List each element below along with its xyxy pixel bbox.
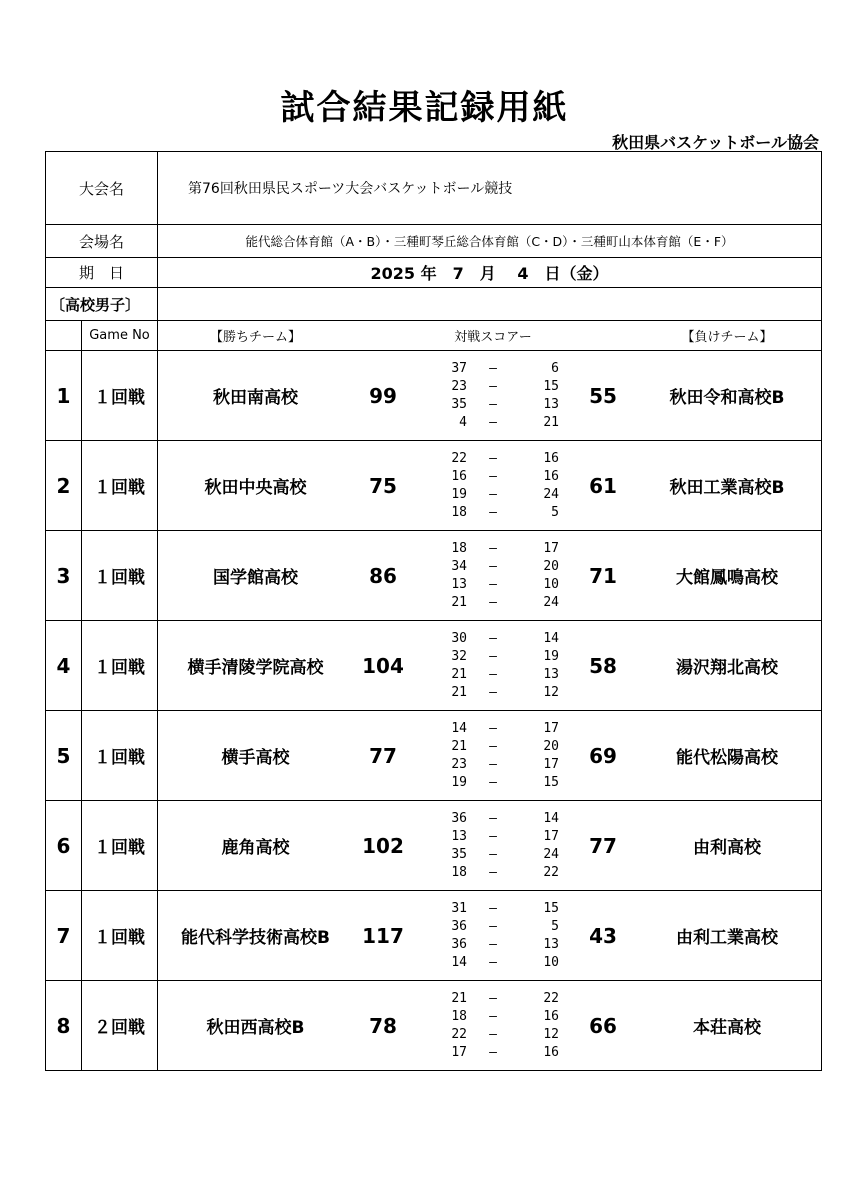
loser-score: 61 xyxy=(589,473,617,498)
game-round: １回戦 xyxy=(82,441,158,530)
game-no-header: Game No xyxy=(82,321,158,350)
game-round: １回戦 xyxy=(82,531,158,620)
period-score xyxy=(413,846,573,864)
game-number: 6 xyxy=(46,801,82,890)
period-dash: — xyxy=(489,937,497,952)
period-loser-points: 24 xyxy=(543,595,559,610)
period-score xyxy=(413,900,573,918)
period-winner-points: 32 xyxy=(451,649,467,664)
period-score xyxy=(413,990,573,1008)
period-score xyxy=(413,558,573,576)
period-winner-points: 37 xyxy=(451,361,467,376)
period-scores xyxy=(413,351,573,440)
loser-team: 湯沢翔北高校 xyxy=(676,658,778,678)
period-loser-points: 15 xyxy=(543,901,559,916)
period-score xyxy=(413,576,573,594)
period-loser-points: 17 xyxy=(543,757,559,772)
game-number: 3 xyxy=(46,531,82,620)
period-score xyxy=(413,414,573,432)
period-winner-points: 19 xyxy=(451,775,467,790)
period-winner-points: 36 xyxy=(451,919,467,934)
score-header: 対戦スコアー xyxy=(454,330,532,345)
loser-team: 大館鳳鳴高校 xyxy=(676,568,778,588)
period-score xyxy=(413,504,573,522)
period-scores xyxy=(413,441,573,530)
period-winner-points: 14 xyxy=(451,955,467,970)
period-dash: — xyxy=(489,487,497,502)
period-score xyxy=(413,954,573,972)
period-winner-points: 35 xyxy=(451,847,467,862)
period-loser-points: 16 xyxy=(543,1009,559,1024)
period-loser-points: 17 xyxy=(543,829,559,844)
result-sheet xyxy=(45,151,822,1071)
period-winner-points: 31 xyxy=(451,901,467,916)
date-row xyxy=(45,258,822,288)
period-winner-points: 18 xyxy=(451,865,467,880)
period-loser-points: 19 xyxy=(543,649,559,664)
period-dash: — xyxy=(489,847,497,862)
period-dash: — xyxy=(489,721,497,736)
section-row xyxy=(45,288,822,321)
period-dash: — xyxy=(489,667,497,682)
period-dash: — xyxy=(489,469,497,484)
game-row xyxy=(45,441,822,531)
period-winner-points: 19 xyxy=(451,487,467,502)
period-dash: — xyxy=(489,739,497,754)
period-score xyxy=(413,1008,573,1026)
period-score xyxy=(413,540,573,558)
period-dash: — xyxy=(489,649,497,664)
winner-score: 104 xyxy=(362,653,404,678)
game-number: 2 xyxy=(46,441,82,530)
period-dash: — xyxy=(489,415,497,430)
period-loser-points: 20 xyxy=(543,739,559,754)
period-loser-points: 17 xyxy=(543,541,559,556)
period-dash: — xyxy=(489,955,497,970)
period-winner-points: 21 xyxy=(451,667,467,682)
winner-score: 77 xyxy=(369,743,397,768)
period-dash: — xyxy=(489,1027,497,1042)
period-loser-points: 6 xyxy=(551,361,559,376)
period-winner-points: 14 xyxy=(451,721,467,736)
period-scores xyxy=(413,621,573,710)
period-winner-points: 16 xyxy=(451,469,467,484)
period-loser-points: 22 xyxy=(543,865,559,880)
loser-team: 由利工業高校 xyxy=(676,928,778,948)
game-round: ２回戦 xyxy=(82,981,158,1070)
period-dash: — xyxy=(489,577,497,592)
period-scores xyxy=(413,801,573,890)
period-winner-points: 13 xyxy=(451,829,467,844)
game-row xyxy=(45,531,822,621)
period-score xyxy=(413,486,573,504)
winner-header: 【勝ちチーム】 xyxy=(209,330,301,345)
period-loser-points: 15 xyxy=(543,775,559,790)
period-dash: — xyxy=(489,631,497,646)
loser-score: 58 xyxy=(589,653,617,678)
period-dash: — xyxy=(489,379,497,394)
period-score xyxy=(413,684,573,702)
game-row xyxy=(45,801,822,891)
page-title: 試合結果記録用紙 xyxy=(280,88,569,128)
game-round: １回戦 xyxy=(82,351,158,440)
period-dash: — xyxy=(489,397,497,412)
period-score xyxy=(413,738,573,756)
winner-score: 117 xyxy=(362,923,404,948)
winner-team: 秋田西高校B xyxy=(206,1018,305,1038)
date-value: 2025 年 7 月 4 日（金） xyxy=(370,264,609,283)
loser-score: 71 xyxy=(589,563,617,588)
winner-team: 国学館高校 xyxy=(213,568,298,588)
period-loser-points: 12 xyxy=(543,1027,559,1042)
period-dash: — xyxy=(489,1009,497,1024)
period-score xyxy=(413,774,573,792)
period-winner-points: 18 xyxy=(451,541,467,556)
period-dash: — xyxy=(489,865,497,880)
period-winner-points: 35 xyxy=(451,397,467,412)
game-round: １回戦 xyxy=(82,621,158,710)
date-label: 期 日 xyxy=(46,258,158,287)
venue-label: 会場名 xyxy=(46,225,158,257)
winner-team: 横手高校 xyxy=(221,748,290,768)
period-loser-points: 17 xyxy=(543,721,559,736)
meet-label: 大会名 xyxy=(46,152,158,224)
period-loser-points: 20 xyxy=(543,559,559,574)
period-score xyxy=(413,828,573,846)
loser-team: 秋田工業高校B xyxy=(669,478,785,498)
game-row xyxy=(45,981,822,1071)
period-winner-points: 4 xyxy=(459,415,467,430)
game-list xyxy=(45,351,822,1071)
period-score xyxy=(413,810,573,828)
game-row xyxy=(45,711,822,801)
period-scores xyxy=(413,981,573,1070)
period-dash: — xyxy=(489,505,497,520)
period-winner-points: 36 xyxy=(451,811,467,826)
period-winner-points: 21 xyxy=(451,739,467,754)
period-winner-points: 22 xyxy=(451,1027,467,1042)
organization-name: 秋田県バスケットボール協会 xyxy=(612,133,819,152)
game-row xyxy=(45,351,822,441)
game-number: 1 xyxy=(46,351,82,440)
winner-score: 102 xyxy=(362,833,404,858)
winner-score: 86 xyxy=(369,563,397,588)
period-score xyxy=(413,936,573,954)
game-number: 8 xyxy=(46,981,82,1070)
period-dash: — xyxy=(489,541,497,556)
winner-score: 78 xyxy=(369,1013,397,1038)
period-score xyxy=(413,450,573,468)
period-loser-points: 16 xyxy=(543,469,559,484)
period-score xyxy=(413,666,573,684)
period-score xyxy=(413,648,573,666)
meet-row xyxy=(45,151,822,225)
winner-team: 横手清陵学院高校 xyxy=(187,658,324,678)
period-loser-points: 12 xyxy=(543,685,559,700)
period-winner-points: 21 xyxy=(451,595,467,610)
period-winner-points: 21 xyxy=(451,991,467,1006)
game-row xyxy=(45,891,822,981)
period-score xyxy=(413,396,573,414)
period-loser-points: 5 xyxy=(551,505,559,520)
period-dash: — xyxy=(489,595,497,610)
period-scores xyxy=(413,891,573,980)
winner-team: 秋田南高校 xyxy=(213,388,298,408)
period-dash: — xyxy=(489,991,497,1006)
period-winner-points: 18 xyxy=(451,505,467,520)
period-dash: — xyxy=(489,757,497,772)
period-winner-points: 23 xyxy=(451,379,467,394)
period-loser-points: 13 xyxy=(543,937,559,952)
period-winner-points: 23 xyxy=(451,757,467,772)
period-winner-points: 36 xyxy=(451,937,467,952)
loser-score: 66 xyxy=(589,1013,617,1038)
period-dash: — xyxy=(489,901,497,916)
loser-score: 55 xyxy=(589,383,617,408)
period-loser-points: 10 xyxy=(543,577,559,592)
period-winner-points: 30 xyxy=(451,631,467,646)
period-dash: — xyxy=(489,811,497,826)
period-dash: — xyxy=(489,685,497,700)
period-score xyxy=(413,378,573,396)
period-score xyxy=(413,360,573,378)
game-round: １回戦 xyxy=(82,711,158,800)
game-number: 5 xyxy=(46,711,82,800)
period-dash: — xyxy=(489,1045,497,1060)
period-winner-points: 13 xyxy=(451,577,467,592)
period-loser-points: 24 xyxy=(543,847,559,862)
period-loser-points: 15 xyxy=(543,379,559,394)
period-winner-points: 22 xyxy=(451,451,467,466)
period-scores xyxy=(413,711,573,800)
period-loser-points: 24 xyxy=(543,487,559,502)
period-winner-points: 34 xyxy=(451,559,467,574)
period-loser-points: 14 xyxy=(543,631,559,646)
period-loser-points: 13 xyxy=(543,667,559,682)
period-dash: — xyxy=(489,829,497,844)
period-winner-points: 21 xyxy=(451,685,467,700)
period-scores xyxy=(413,531,573,620)
period-loser-points: 5 xyxy=(551,919,559,934)
period-score xyxy=(413,720,573,738)
period-dash: — xyxy=(489,559,497,574)
period-dash: — xyxy=(489,775,497,790)
period-score xyxy=(413,864,573,882)
game-row xyxy=(45,621,822,711)
winner-team: 鹿角高校 xyxy=(221,838,290,858)
loser-team: 由利高校 xyxy=(693,838,761,858)
game-round: １回戦 xyxy=(82,891,158,980)
period-loser-points: 14 xyxy=(543,811,559,826)
loser-team: 能代松陽高校 xyxy=(676,748,778,768)
period-loser-points: 22 xyxy=(543,991,559,1006)
winner-team: 秋田中央高校 xyxy=(204,478,307,498)
game-number: 7 xyxy=(46,891,82,980)
winner-score: 99 xyxy=(369,383,397,408)
loser-score: 69 xyxy=(589,743,617,768)
period-dash: — xyxy=(489,919,497,934)
period-score xyxy=(413,756,573,774)
period-winner-points: 17 xyxy=(451,1045,467,1060)
period-score xyxy=(413,630,573,648)
period-loser-points: 13 xyxy=(543,397,559,412)
period-dash: — xyxy=(489,451,497,466)
period-loser-points: 16 xyxy=(543,1045,559,1060)
loser-score: 77 xyxy=(589,833,617,858)
period-loser-points: 21 xyxy=(543,415,559,430)
period-score xyxy=(413,1044,573,1062)
venue-row xyxy=(45,225,822,258)
period-score xyxy=(413,468,573,486)
column-header-row xyxy=(45,321,822,351)
winner-team: 能代科学技術高校B xyxy=(181,928,330,948)
game-round: １回戦 xyxy=(82,801,158,890)
period-score xyxy=(413,918,573,936)
period-loser-points: 16 xyxy=(543,451,559,466)
loser-header: 【負けチーム】 xyxy=(681,330,773,345)
winner-score: 75 xyxy=(369,473,397,498)
loser-team: 秋田令和高校B xyxy=(669,388,785,408)
game-number: 4 xyxy=(46,621,82,710)
loser-score: 43 xyxy=(589,923,617,948)
period-score xyxy=(413,1026,573,1044)
period-winner-points: 18 xyxy=(451,1009,467,1024)
section-label: 〔高校男子〕 xyxy=(46,288,158,320)
period-score xyxy=(413,594,573,612)
venue-value: 能代総合体育館（A・B）・三種町琴丘総合体育館（C・D）・三種町山本体育館（E・F） xyxy=(245,234,734,249)
loser-team: 本荘高校 xyxy=(693,1018,761,1038)
period-dash: — xyxy=(489,361,497,376)
period-loser-points: 10 xyxy=(543,955,559,970)
meet-value: 第76回秋田県民スポーツ大会バスケットボール競技 xyxy=(188,181,513,197)
